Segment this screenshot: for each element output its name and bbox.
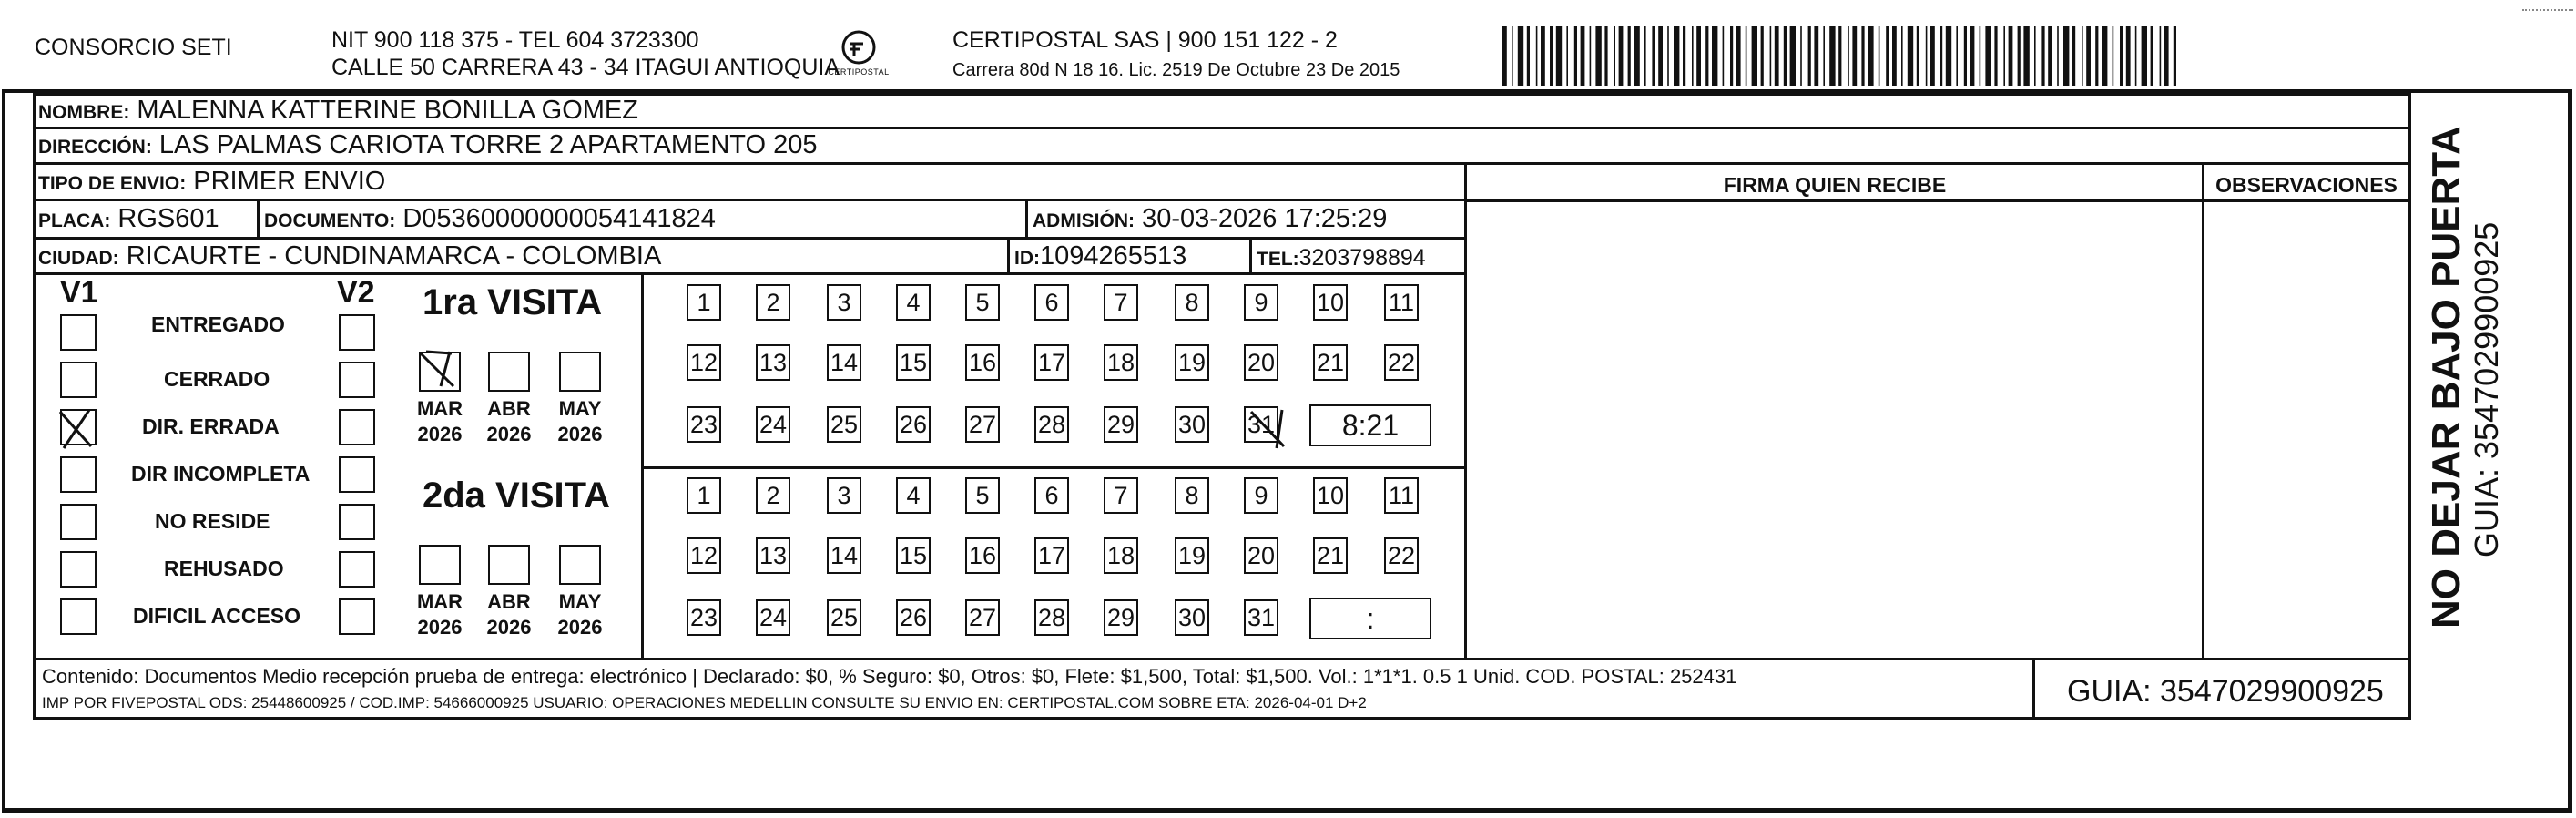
row-line	[1466, 199, 2411, 202]
second-visit-day-box[interactable]: 14	[827, 537, 861, 574]
outer-right-rule	[2568, 89, 2572, 813]
col-line	[1464, 162, 1467, 660]
second-visit-month-label: MAY	[558, 590, 602, 613]
col-line	[2408, 162, 2410, 660]
second-visit-day-box[interactable]: 10	[1313, 477, 1348, 514]
v2-checkbox[interactable]	[339, 409, 375, 445]
v2-label: V2	[337, 275, 375, 310]
second-visit-day-box[interactable]: 15	[896, 537, 931, 574]
v1-checkbox[interactable]	[60, 598, 97, 635]
second-visit-day-box[interactable]: 9	[1244, 477, 1278, 514]
first-visit-day-box[interactable]: 19	[1175, 344, 1209, 381]
second-visit-day-box[interactable]: 6	[1034, 477, 1069, 514]
tel-cell	[1257, 242, 1426, 275]
first-visit-month-label: MAR	[416, 397, 463, 420]
first-visit-day-box[interactable]: 23	[687, 406, 721, 443]
second-visit-month-label: MAR	[416, 590, 463, 613]
v1-checkbox[interactable]	[60, 456, 97, 493]
first-visit-day-box[interactable]: 6	[1034, 284, 1069, 321]
first-visit-month-box[interactable]	[488, 352, 530, 392]
v2-checkbox[interactable]	[339, 456, 375, 493]
first-visit-day-box[interactable]: 5	[965, 284, 1000, 321]
first-visit-day-box[interactable]: 26	[896, 406, 931, 443]
col-line	[2202, 162, 2204, 660]
first-visit-day-box[interactable]: 4	[896, 284, 931, 321]
placa-label: PLACA:	[38, 210, 111, 231]
imp-line: IMP POR FIVEPOSTAL ODS: 25448600925 / COD.IMP: 54666000925 USUARIO: OPERACIONES MEDELLIN CONSULTE SU ENVIO EN: CERTIPOSTAL.COM SOBRE ETA: 2026-04-01 D+2	[42, 694, 1367, 711]
status-label: NO RESIDE	[155, 509, 270, 533]
second-visit-day-box[interactable]: 8	[1175, 477, 1209, 514]
v2-checkbox[interactable]	[339, 598, 375, 635]
first-visit-day-box[interactable]: 29	[1104, 406, 1138, 443]
first-visit-day-box[interactable]: 12	[687, 344, 721, 381]
second-visit-day-box[interactable]: 20	[1244, 537, 1278, 574]
second-visit-day-box[interactable]: 7	[1104, 477, 1138, 514]
col-line	[257, 200, 260, 239]
ciudad-cell	[38, 240, 661, 274]
admision-cell	[1033, 203, 1387, 237]
first-visit-month-label: ABR	[487, 397, 531, 420]
col-line	[1025, 200, 1028, 239]
first-visit-day-box[interactable]: 7	[1104, 284, 1138, 321]
first-visit-day-box[interactable]: 17	[1034, 344, 1069, 381]
first-visit-year-label: 2026	[417, 423, 463, 445]
tel-label: TEL:	[1257, 249, 1299, 270]
second-visit-month-box[interactable]	[419, 545, 461, 585]
v2-checkbox[interactable]	[339, 504, 375, 540]
second-visit-day-box[interactable]: 25	[827, 599, 861, 636]
second-visit-day-box[interactable]: 30	[1175, 599, 1209, 636]
first-visit-day-box[interactable]: 18	[1104, 344, 1138, 381]
corner-mark	[2522, 9, 2573, 11]
guia-footer: GUIA: 3547029900925	[2067, 674, 2384, 709]
first-visit-day-box[interactable]: 16	[965, 344, 1000, 381]
first-visit-title: 1ra VISITA	[423, 282, 603, 322]
first-visit-day-box[interactable]: 25	[827, 406, 861, 443]
col-line	[1249, 239, 1252, 274]
first-visit-day-box[interactable]: 27	[965, 406, 1000, 443]
first-visit-day-box[interactable]: 21	[1313, 344, 1348, 381]
v1-checkbox[interactable]	[60, 551, 97, 588]
row-line	[33, 658, 2411, 660]
observaciones-header: OBSERVACIONES	[2215, 173, 2398, 197]
address-line: CALLE 50 CARRERA 43 - 34 ITAGUI ANTIOQUIA	[331, 55, 840, 80]
second-visit-day-box[interactable]: 5	[965, 477, 1000, 514]
second-visit-day-box[interactable]: 31	[1244, 599, 1278, 636]
v2-checkbox[interactable]	[339, 551, 375, 588]
second-visit-day-box[interactable]: 28	[1034, 599, 1069, 636]
first-visit-day-box[interactable]: 28	[1034, 406, 1069, 443]
second-visit-day-box[interactable]: 27	[965, 599, 1000, 636]
first-visit-day-box[interactable]: 31	[1244, 406, 1278, 443]
license-line: Carrera 80d N 18 16. Lic. 2519 De Octubre 23 De 2015	[952, 60, 1400, 80]
ciudad-value: RICAURTE - CUNDINAMARCA - COLOMBIA	[126, 241, 662, 271]
status-label: ENTREGADO	[151, 312, 285, 336]
direccion-row	[38, 129, 817, 163]
first-visit-year-label: 2026	[557, 423, 603, 445]
admision-value: 30-03-2026 17:25:29	[1142, 204, 1388, 233]
second-visit-day-box[interactable]: 22	[1384, 537, 1419, 574]
col-line	[1007, 239, 1010, 274]
nombre-row	[38, 95, 638, 128]
status-label: REHUSADO	[164, 557, 284, 580]
first-visit-day-box[interactable]: 30	[1175, 406, 1209, 443]
march-checkmark	[417, 346, 463, 392]
second-visit-year-label: 2026	[557, 616, 603, 639]
second-visit-day-box[interactable]: 13	[756, 537, 790, 574]
first-visit-day-box[interactable]: 8	[1175, 284, 1209, 321]
v2-checkbox[interactable]	[339, 362, 375, 398]
contenido-line: Contenido: Documentos Medio recepción prueba de entrega: electrónico | Declarado: $0, % Seguro: $0, Otros: $0, Flete: $1,500, Total: $1,500. Vol.: 1*1*1. 0.5 1 Unid. COD. POSTAL: 252431	[42, 665, 1737, 688]
second-visit-time-box[interactable]: :	[1309, 598, 1431, 639]
second-visit-day-box[interactable]: 24	[756, 599, 790, 636]
first-visit-day-box[interactable]: 3	[827, 284, 861, 321]
tel-value: 3203798894	[1298, 245, 1426, 271]
v1-label: V1	[60, 275, 98, 310]
first-visit-day-box[interactable]: 22	[1384, 344, 1419, 381]
first-visit-day-box[interactable]: 11	[1384, 284, 1419, 321]
col-line	[2032, 658, 2035, 720]
first-visit-day-box[interactable]: 9	[1244, 284, 1278, 321]
first-visit-month-label: MAY	[558, 397, 602, 420]
admision-label: ADMISIÓN:	[1033, 210, 1135, 231]
firma-header: FIRMA QUIEN RECIBE	[1723, 173, 1947, 197]
first-visit-month-box[interactable]	[559, 352, 601, 392]
tipo-row	[38, 166, 385, 199]
first-visit-time-box[interactable]: 8:21	[1309, 404, 1431, 446]
bottom-rule	[2, 808, 2572, 813]
direccion-label: DIRECCIÓN:	[38, 137, 152, 158]
second-visit-day-box[interactable]: 2	[756, 477, 790, 514]
second-visit-day-box[interactable]: 16	[965, 537, 1000, 574]
v1-checkbox[interactable]	[60, 504, 97, 540]
first-visit-day-box[interactable]: 10	[1313, 284, 1348, 321]
second-visit-month-box[interactable]	[559, 545, 601, 585]
v2-checkbox[interactable]	[339, 314, 375, 351]
first-visit-day-box[interactable]: 15	[896, 344, 931, 381]
second-visit-day-box[interactable]: 18	[1104, 537, 1138, 574]
second-visit-year-label: 2026	[417, 616, 463, 639]
certipostal-logo	[827, 24, 891, 87]
placa-value: RGS601	[117, 204, 219, 233]
status-label: CERRADO	[164, 367, 270, 391]
first-visit-day-box[interactable]: 1	[687, 284, 721, 321]
second-visit-day-box[interactable]: 21	[1313, 537, 1348, 574]
first-visit-day-box[interactable]: 13	[756, 344, 790, 381]
first-visit-day-box[interactable]: 2	[756, 284, 790, 321]
documento-label: DOCUMENTO:	[264, 210, 396, 231]
documento-value: D05360000000054141824	[402, 204, 716, 233]
nit-line: NIT 900 118 375 - TEL 604 3723300	[331, 27, 699, 53]
second-visit-day-box[interactable]: 3	[827, 477, 861, 514]
second-visit-day-box[interactable]: 19	[1175, 537, 1209, 574]
second-visit-day-box[interactable]: 4	[896, 477, 931, 514]
second-visit-day-box[interactable]: 26	[896, 599, 931, 636]
first-visit-year-label: 2026	[486, 423, 532, 445]
second-visit-day-box[interactable]: 29	[1104, 599, 1138, 636]
second-visit-day-box[interactable]: 1	[687, 477, 721, 514]
ciudad-label: CIUDAD:	[38, 248, 119, 269]
v1-checkbox[interactable]	[60, 314, 97, 351]
nombre-value: MALENNA KATTERINE BONILLA GOMEZ	[137, 96, 638, 125]
second-visit-month-box[interactable]	[488, 545, 530, 585]
second-visit-year-label: 2026	[486, 616, 532, 639]
status-label: DIR INCOMPLETA	[131, 462, 311, 486]
certipostal-line: CERTIPOSTAL SAS | 900 151 122 - 2	[952, 27, 1338, 53]
second-visit-day-box[interactable]: 11	[1384, 477, 1419, 514]
id-label: ID:	[1014, 248, 1040, 269]
guia-vertical: GUIA: 3547029900925	[2468, 221, 2505, 557]
first-visit-day-box[interactable]: 20	[1244, 344, 1278, 381]
second-visit-day-box[interactable]: 23	[687, 599, 721, 636]
direccion-value: LAS PALMAS CARIOTA TORRE 2 APARTAMENTO 205	[158, 130, 818, 159]
company-name: CONSORCIO SETI	[35, 35, 232, 60]
first-visit-day-box[interactable]: 14	[827, 344, 861, 381]
placa-cell	[38, 203, 219, 237]
second-visit-day-box[interactable]: 17	[1034, 537, 1069, 574]
logo-text: CERTIPOSTAL	[828, 67, 890, 77]
barcode	[1502, 26, 2182, 86]
second-visit-title: 2da VISITA	[423, 475, 610, 516]
second-visit-month-label: ABR	[487, 590, 531, 613]
tipo-value: PRIMER ENVIO	[193, 167, 386, 196]
first-visit-day-box[interactable]: 24	[756, 406, 790, 443]
visit-divider	[641, 466, 1466, 469]
outer-left-rule	[2, 89, 5, 813]
day-31-checkmark	[1246, 406, 1291, 452]
tipo-label: TIPO DE ENVIO:	[38, 173, 187, 194]
status-label: DIFICIL ACCESO	[133, 604, 301, 628]
nombre-label: NOMBRE:	[38, 102, 130, 123]
documento-cell	[264, 203, 716, 237]
id-value: 1094265513	[1040, 241, 1187, 271]
second-visit-day-box[interactable]: 12	[687, 537, 721, 574]
status-label: DIR. ERRADA	[142, 414, 280, 438]
dir-errada-checkmark	[55, 406, 97, 452]
no-dejar-warning: NO DEJAR BAJO PUERTA	[2424, 126, 2469, 629]
id-cell	[1014, 240, 1186, 274]
v1-checkbox[interactable]	[60, 362, 97, 398]
